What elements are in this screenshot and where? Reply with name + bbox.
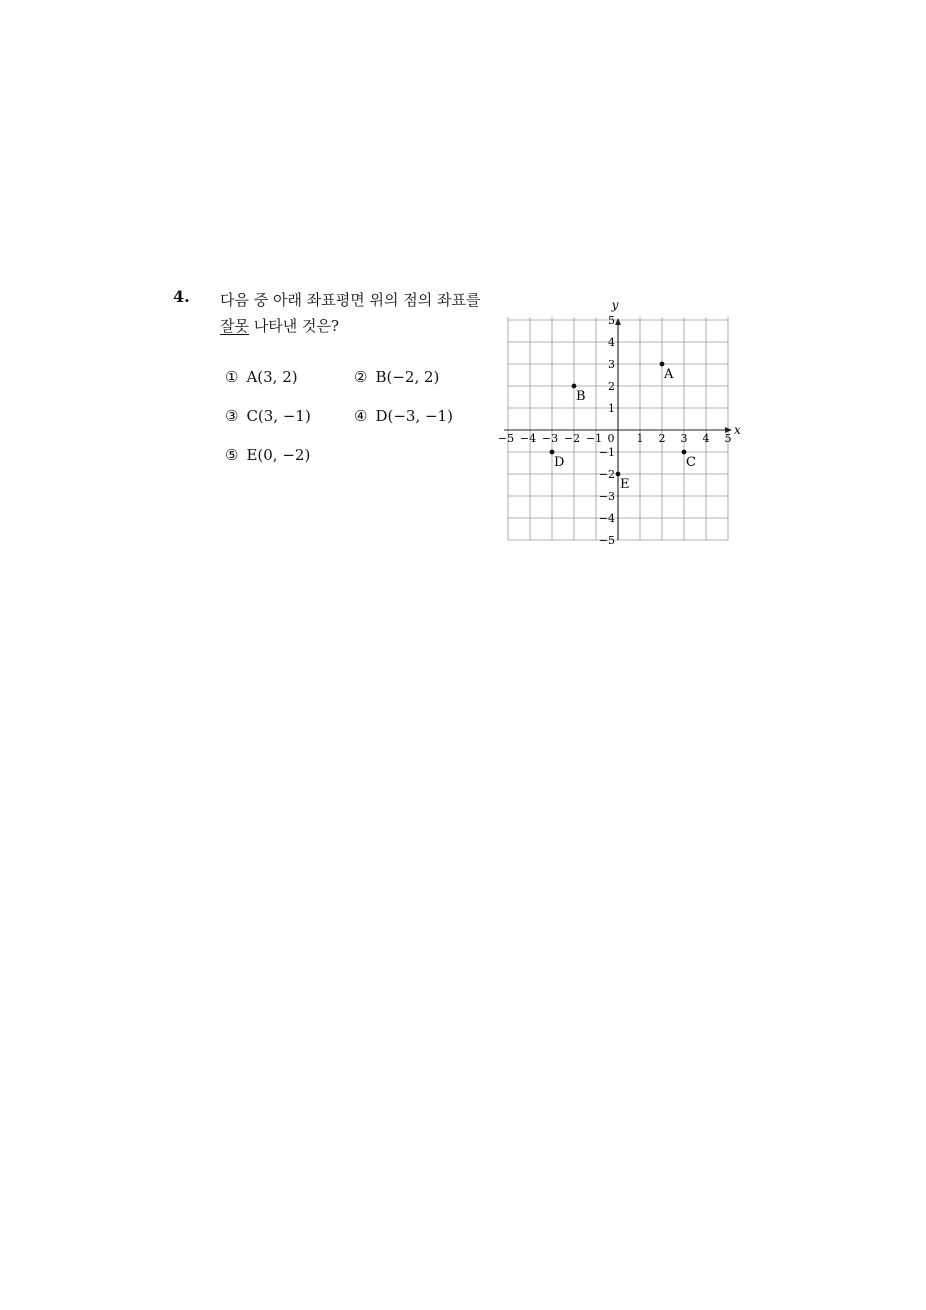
x-tick-label: 4 — [702, 432, 710, 445]
choice-5-text: E(0, −2) — [246, 446, 311, 464]
choice-4[interactable] — [354, 407, 453, 425]
x-tick-label: 5 — [724, 432, 732, 445]
choice-5-number: ⑤ — [225, 446, 239, 464]
x-tick-label: 2 — [658, 432, 666, 445]
y-axis-arrow — [615, 318, 621, 325]
y-tick-label: −3 — [598, 490, 615, 503]
point-label-c: C — [686, 455, 696, 470]
choice-1-number: ① — [225, 368, 239, 386]
choice-3-number: ③ — [225, 407, 239, 425]
stem-underlined-word: 잘못 — [220, 317, 249, 335]
y-tick-label: −1 — [598, 446, 615, 459]
y-tick-label: 3 — [608, 358, 615, 371]
x-tick-label: −5 — [497, 432, 515, 445]
x-tick-label: −1 — [585, 432, 603, 445]
choice-1[interactable] — [225, 368, 298, 386]
x-tick-label: 3 — [680, 432, 688, 445]
question-stem — [220, 287, 500, 339]
choice-4-text: D(−3, −1) — [375, 407, 453, 425]
x-tick-label: −2 — [563, 432, 581, 445]
point-label-e: E — [620, 477, 630, 492]
y-tick-label: −5 — [598, 534, 615, 545]
point-label-a: A — [664, 367, 674, 382]
choice-4-number: ④ — [354, 407, 368, 425]
y-axis-label: y — [611, 298, 619, 312]
point-c — [682, 450, 687, 455]
x-axis-label: x — [734, 423, 741, 437]
choice-2[interactable] — [354, 368, 439, 386]
origin-label: 0 — [607, 432, 615, 445]
point-label-d: D — [554, 455, 565, 470]
y-tick-label: −2 — [598, 468, 615, 481]
point-d — [550, 450, 555, 455]
choice-5[interactable] — [225, 446, 310, 464]
choice-3-text: C(3, −1) — [246, 407, 311, 425]
x-tick-label: −4 — [519, 432, 537, 445]
stem-line-1: 다음 중 아래 좌표평면 위의 점의 좌표를 — [220, 291, 481, 309]
choice-2-number: ② — [354, 368, 368, 386]
y-tick-label: 4 — [608, 336, 615, 349]
point-b — [572, 384, 577, 389]
question-number: 4. — [173, 287, 190, 306]
stem-line-2-rest: 나타낸 것은? — [248, 317, 340, 335]
x-tick-label: 1 — [636, 432, 644, 445]
y-tick-label: 5 — [608, 314, 615, 327]
choice-2-text: B(−2, 2) — [375, 368, 440, 386]
y-tick-label: 2 — [608, 380, 615, 393]
y-tick-label: 1 — [608, 402, 615, 415]
point-a — [660, 362, 665, 367]
x-tick-label: −3 — [541, 432, 559, 445]
choice-1-text: A(3, 2) — [246, 368, 298, 386]
coordinate-plane — [495, 295, 745, 545]
point-label-b: B — [576, 389, 586, 404]
point-e — [616, 472, 621, 477]
y-tick-label: −4 — [598, 512, 615, 525]
choice-3[interactable] — [225, 407, 311, 425]
